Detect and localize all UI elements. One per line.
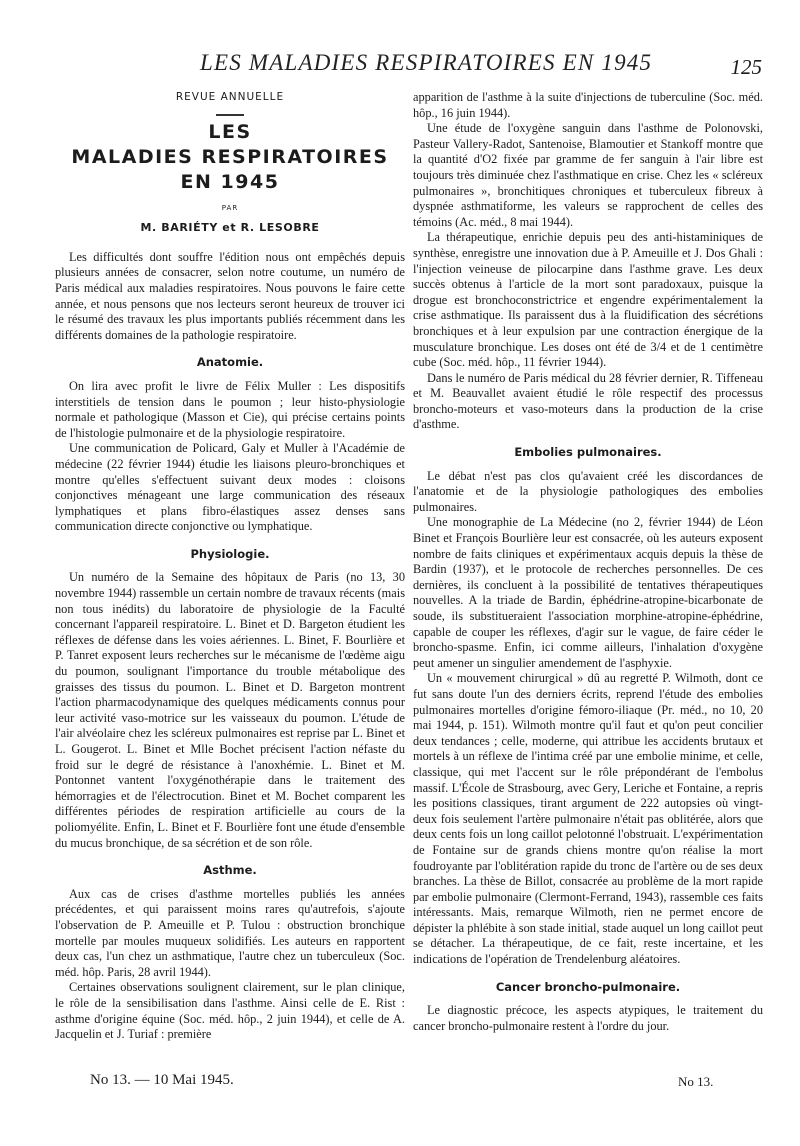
section-heading-asthme: Asthme.	[203, 863, 257, 878]
paragraph: Un « mouvement chirurgical » dû au regretté P. Wilmoth, dont ce fut sans doute l'un des derniers écrits, reprend l'étude des embolies pulmonaires mortelles d'origine fémoro-iliaque (Pr. méd., no 10, 20 mai 1944, p. 151). Wilmoth montre qu'il faut et qu'on peut concilier deux tendances ; celle, moderne, qui attribue les accidents brutaux et mortels à un réflexe de l'intima créé par une embolie minime, et celle, classique, qui met l'accent sur le rôle prépondérant de l'embolus massif. L'École de Strasbourg, avec Gery, Leriche et Fontaine, a repris les positions classiques, tirant argument de 222 autopsies où vingt-deux fois seulement l'artère pulmonaire n'était pas oblitérée, alors que deux cents fois un long caillot pelotonné l'obstruait. L'expérimentation de Fontaine sur de grands chiens montre qu'on réalise la mort foudroyante par l'oblitération rapide du tronc de l'artère ou de ses deux branches. La thèse de Billot, consacrée au problème de la mort rapide par embolie pulmonaire (Clermont-Ferrand, 1943), rassemble ces faits intéressants. Mais, remarque Wilmoth, rien ne permet encore de dépister la phlébite à son stade initial, stade auquel un long caillot peut se détacher. La thérapeutique, de ce fait, reste incertaine, et les indications de l'opération de Trendelenburg aléatoires.	[413, 671, 763, 967]
paragraph: Le débat n'est pas clos qu'avaient créé les discordances de l'anatomie et de la physiologie pathologiques des embolies pulmonaires.	[413, 468, 763, 514]
right-column	[413, 90, 763, 1034]
article-authors: M. BARIÉTY et R. LESOBRE	[140, 221, 320, 235]
paragraph: Une communication de Policard, Galy et Muller à l'Académie de médecine (22 février 1944) étudie les liaisons pleuro-bronchiques et montre qu'elles s'effectuent suivant deux modes : cloisons conjonctives ménageant une large communication des réseaux lymphatiques et plans fibro-élastiques assez denses sans communication directe conjonctive ou lymphatique.	[55, 441, 405, 534]
paragraph: Un numéro de la Semaine des hôpitaux de Paris (no 13, 30 novembre 1944) rassemble un certain nombre de travaux récents (mais non tous inédits) du laboratoire de physiologie de la Faculté concernant l'appareil respiratoire. L. Binet et D. Bargeton étudient les réflexes de défense dans les voies aériennes. L. Binet, F. Bourlière et P. Tanret exposent leurs recherches sur le mécanisme de l'œdème aigu du poumon, soulignant l'importance du trouble métabolique des graisses des tissus du poumon. L. Binet et D. Bargeton montrent l'action pharmacodynamique des quelques médicaments connus pour leur activité vaso-motrice sur les vaisseaux du poumon. L'étude de l'air alvéolaire chez les scléreux pulmonaires est reprise par L. Binet et L. Gougerot. L. Binet et Mlle Bochet précisent l'action néfaste du froid sur le degré de résistance à l'anoxhémie. L. Binet et M. Pontonnet vantent l'oxygénothérapie dans le traitement des hémorragies et de l'électrocution. Binet et M. Bochet comparent les différentes périodes de respiration artificielle au cours de la poliomyélite. Enfin, L. Binet et F. Bourlière font une étude d'ensemble du mucus bronchique, de sa sécrétion et de son rôle.	[55, 570, 405, 850]
footer-issue-date: No 13. — 10 Mai 1945.	[90, 1072, 234, 1088]
article-kicker: REVUE ANNUELLE	[175, 91, 285, 103]
article-title-line-1: LES	[208, 120, 252, 143]
running-title: LES MALADIES RESPIRATOIRES EN 1945	[200, 50, 653, 75]
section-heading-embolies: Embolies pulmonaires.	[514, 445, 662, 460]
title-rule	[216, 114, 244, 116]
section-heading-physiologie: Physiologie.	[190, 546, 270, 561]
left-column	[55, 90, 405, 1043]
section-heading-anatomie: Anatomie.	[196, 355, 264, 370]
paragraph: Une monographie de La Médecine (no 2, février 1944) de Léon Binet et François Bourlière leur est consacrée, où les auteurs exposent nombre de faits cliniques et expérimentaux acquis depuis la thèse de Bardin (1937), et le protocole de recherches personnelles. De ces dernières, ils concluent à la possibilité de tentatives thérapeutiques nouvelles. A la triade de Bardin, éphédrine-atropine-bicarbonate de soude, ils substitueraient l'association morphine-atropine-éphédrine, capable de couper les réflexes, d'agir sur le vague, de faire céder le broncho-spasme. Enfin, ici comme ailleurs, l'inhalation d'oxygène peut amener un singulier amendement de l'asphyxie.	[413, 515, 763, 670]
paragraph: On lira avec profit le livre de Félix Muller : Les dispositifs interstitiels de tension dans le poumon ; leur histo-physiologie normale et pathologique (Masson et Cie), qui précise certains points de l'histologie pulmonaire et de la physiologie respiratoire.	[55, 378, 405, 440]
article-title-line-3: EN 1945	[180, 170, 280, 193]
paragraph: Une étude de l'oxygène sanguin dans l'asthme de Polonovski, Pasteur Vallery-Radot, Santenoise, Blamoutier et Stankoff montre que la quantité d'O2 fixée par gramme de fer sanguin à l'air libre est toujours très diminuée chez l'asthmatique en crise. Chez les « scléreux pulmonaires », bronchitiques chroniques et tuberculeux fibreux à dyspnée asthmatiforme, les valeurs se rapprochent de celles des témoins (Ac. méd., 8 mai 1944).	[413, 121, 763, 229]
paragraph: apparition de l'asthme à la suite d'injections de tuberculine (Soc. méd. hôp., 16 juin 1944).	[413, 90, 763, 120]
article-title-line-2: MALADIES RESPIRATOIRES	[71, 145, 389, 168]
byline-par: PAR	[221, 203, 239, 212]
paragraph: Le diagnostic précoce, les aspects atypiques, le traitement du cancer broncho-pulmonaire restent à l'ordre du jour.	[413, 1003, 763, 1033]
paragraph: Certaines observations soulignent clairement, sur le plan clinique, le rôle de la sensibilisation dans l'asthme. Ainsi celle de E. Rist : asthme d'origine équine (Soc. méd. hôp., 2 juin 1944), et celle de A. Jacquelin et J. Turiaf : première	[55, 980, 405, 1042]
intro-paragraph: Les difficultés dont souffre l'édition nous ont empêchés depuis plusieurs années de consacrer, selon notre coutume, un numéro de Paris médical aux maladies respiratoires. Nous pouvons le faire cette année, et nous pensons que nos lecteurs seront heureux de trouver ici le résumé des travaux les plus importants publiés récemment dans les différents domaines de la pathologie respiratoire.	[55, 249, 405, 342]
paragraph: Dans le numéro de Paris médical du 28 février dernier, R. Tiffeneau et M. Beauvallet avaient étudié le rôle respectif des processus broncho-moteurs et vaso-moteurs dans la production de la crise d'asthme.	[413, 370, 763, 432]
paragraph: La thérapeutique, enrichie depuis peu des anti-histaminiques de synthèse, enregistre une innovation due à P. Ameuille et J. Dos Ghali : l'injection veineuse de pilocarpine dans l'asthme grave. Les deux succès obtenus à l'article de la mort sont paradoxaux, puisque la drogue est bronchoconstrictrice et engendre expérimentalement la crise asthmatique. Ils paraissent dus à la fluidification des sécrétions bronchiques et à leur expulsion par une contraction énergique de la musculature bronchique. Les doses ont été de 3/4 et de 1 centimètre cube (Soc. méd. hôp., 11 février 1944).	[413, 230, 763, 370]
page-number: 125	[730, 55, 762, 79]
section-heading-cancer: Cancer broncho-pulmonaire.	[495, 979, 681, 994]
paragraph: Aux cas de crises d'asthme mortelles publiés les années précédentes, et qui paraissent moins rares qu'autrefois, s'ajoute l'observation de P. Ameuille et P. Tulou : obstruction bronchique mortelle par moules muqueux solidifiés. Les auteurs en rapportent deux cas, l'un chez un asthmatique, l'autre chez un tuberculeux (Soc. méd. hôp. Paris, 28 avril 1944).	[55, 886, 405, 979]
footer-issue-number: No 13.	[678, 1074, 714, 1089]
